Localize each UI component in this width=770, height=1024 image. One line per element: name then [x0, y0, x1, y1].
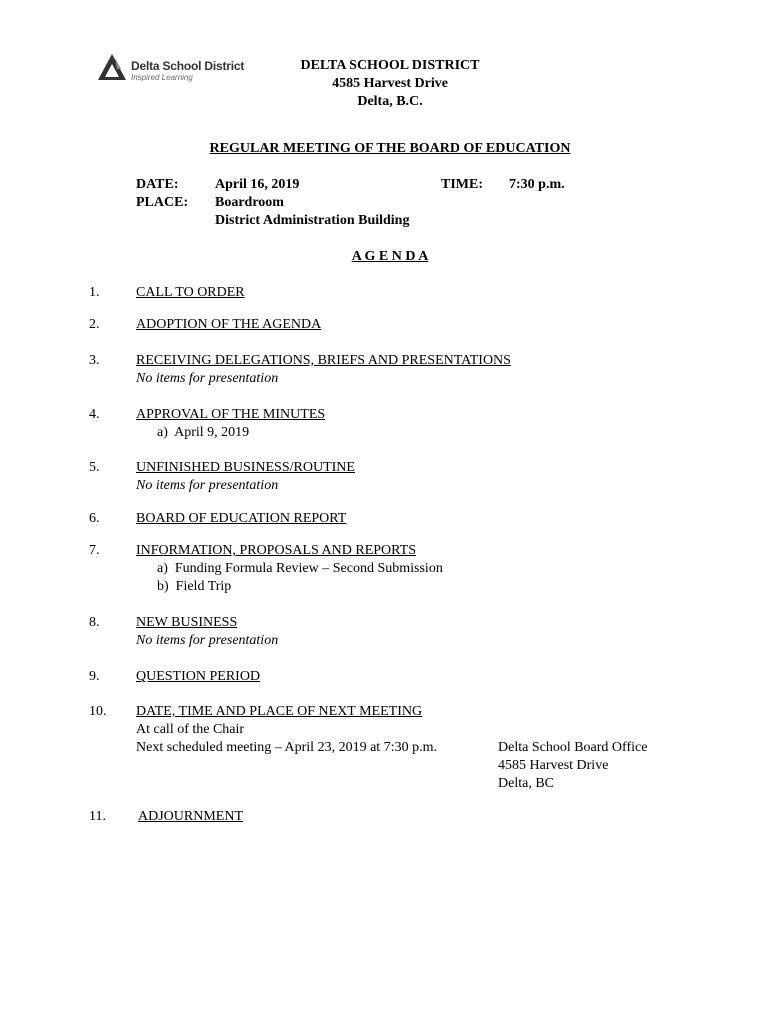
agenda-subitem: b) Field Trip	[157, 579, 232, 594]
agenda-item-number: 5.	[89, 460, 100, 475]
agenda-item-title: UNFINISHED BUSINESS/ROUTINE	[136, 460, 355, 475]
agenda-item-title: CALL TO ORDER	[136, 285, 245, 300]
place-value-building: District Administration Building	[215, 213, 410, 228]
agenda-item-number: 7.	[89, 543, 100, 558]
agenda-item-note: No items for presentation	[136, 371, 279, 386]
agenda-item-number: 10.	[89, 704, 107, 719]
agenda-subitem: a) Funding Formula Review – Second Submission	[157, 561, 443, 576]
delta-triangle-icon	[97, 52, 127, 82]
date-value: April 16, 2019	[215, 177, 300, 192]
time-label: TIME:	[441, 177, 483, 192]
agenda-item-title: NEW BUSINESS	[136, 615, 238, 630]
agenda-item-number: 11.	[89, 809, 106, 824]
date-label: DATE:	[136, 177, 179, 192]
agenda-item-line: Next scheduled meeting – April 23, 2019 at 7:30 p.m.	[136, 740, 437, 755]
agenda-item-title: RECEIVING DELEGATIONS, BRIEFS AND PRESENTATIONS	[136, 353, 511, 368]
next-meeting-location-line: Delta School Board Office	[498, 740, 648, 755]
agenda-item-title: APPROVAL OF THE MINUTES	[136, 407, 326, 422]
agenda-title: A G E N D A	[351, 249, 429, 264]
agenda-subitem: a) April 9, 2019	[157, 425, 250, 440]
meeting-title: REGULAR MEETING OF THE BOARD OF EDUCATION	[209, 141, 571, 156]
agenda-item-title: DATE, TIME AND PLACE OF NEXT MEETING	[136, 704, 423, 719]
next-meeting-location-line: 4585 Harvest Drive	[498, 758, 609, 773]
agenda-item-number: 8.	[89, 615, 100, 630]
agenda-item-number: 1.	[89, 285, 100, 300]
place-label: PLACE:	[136, 195, 189, 210]
agenda-item-number: 6.	[89, 511, 100, 526]
agenda-item-number: 9.	[89, 669, 100, 684]
logo-name: Delta School District	[131, 59, 245, 73]
district-street: 4585 Harvest Drive	[332, 76, 448, 91]
place-value-room: Boardroom	[215, 195, 284, 210]
agenda-item-title: INFORMATION, PROPOSALS AND REPORTS	[136, 543, 416, 558]
agenda-item-title: QUESTION PERIOD	[136, 669, 261, 684]
district-city: Delta, B.C.	[357, 94, 423, 109]
agenda-item-note: No items for presentation	[136, 478, 279, 493]
agenda-item-number: 4.	[89, 407, 100, 422]
time-value: 7:30 p.m.	[509, 177, 565, 192]
district-name: DELTA SCHOOL DISTRICT	[300, 58, 480, 73]
agenda-item-title: ADJOURNMENT	[138, 809, 243, 824]
next-meeting-location-line: Delta, BC	[498, 776, 554, 791]
agenda-item-number: 3.	[89, 353, 100, 368]
agenda-item-title: BOARD OF EDUCATION REPORT	[136, 511, 347, 526]
agenda-item-title: ADOPTION OF THE AGENDA	[136, 317, 322, 332]
agenda-item-line: At call of the Chair	[136, 722, 245, 737]
logo-tagline: Inspired Learning	[131, 73, 193, 82]
agenda-item-number: 2.	[89, 317, 100, 332]
agenda-item-note: No items for presentation	[136, 633, 279, 648]
